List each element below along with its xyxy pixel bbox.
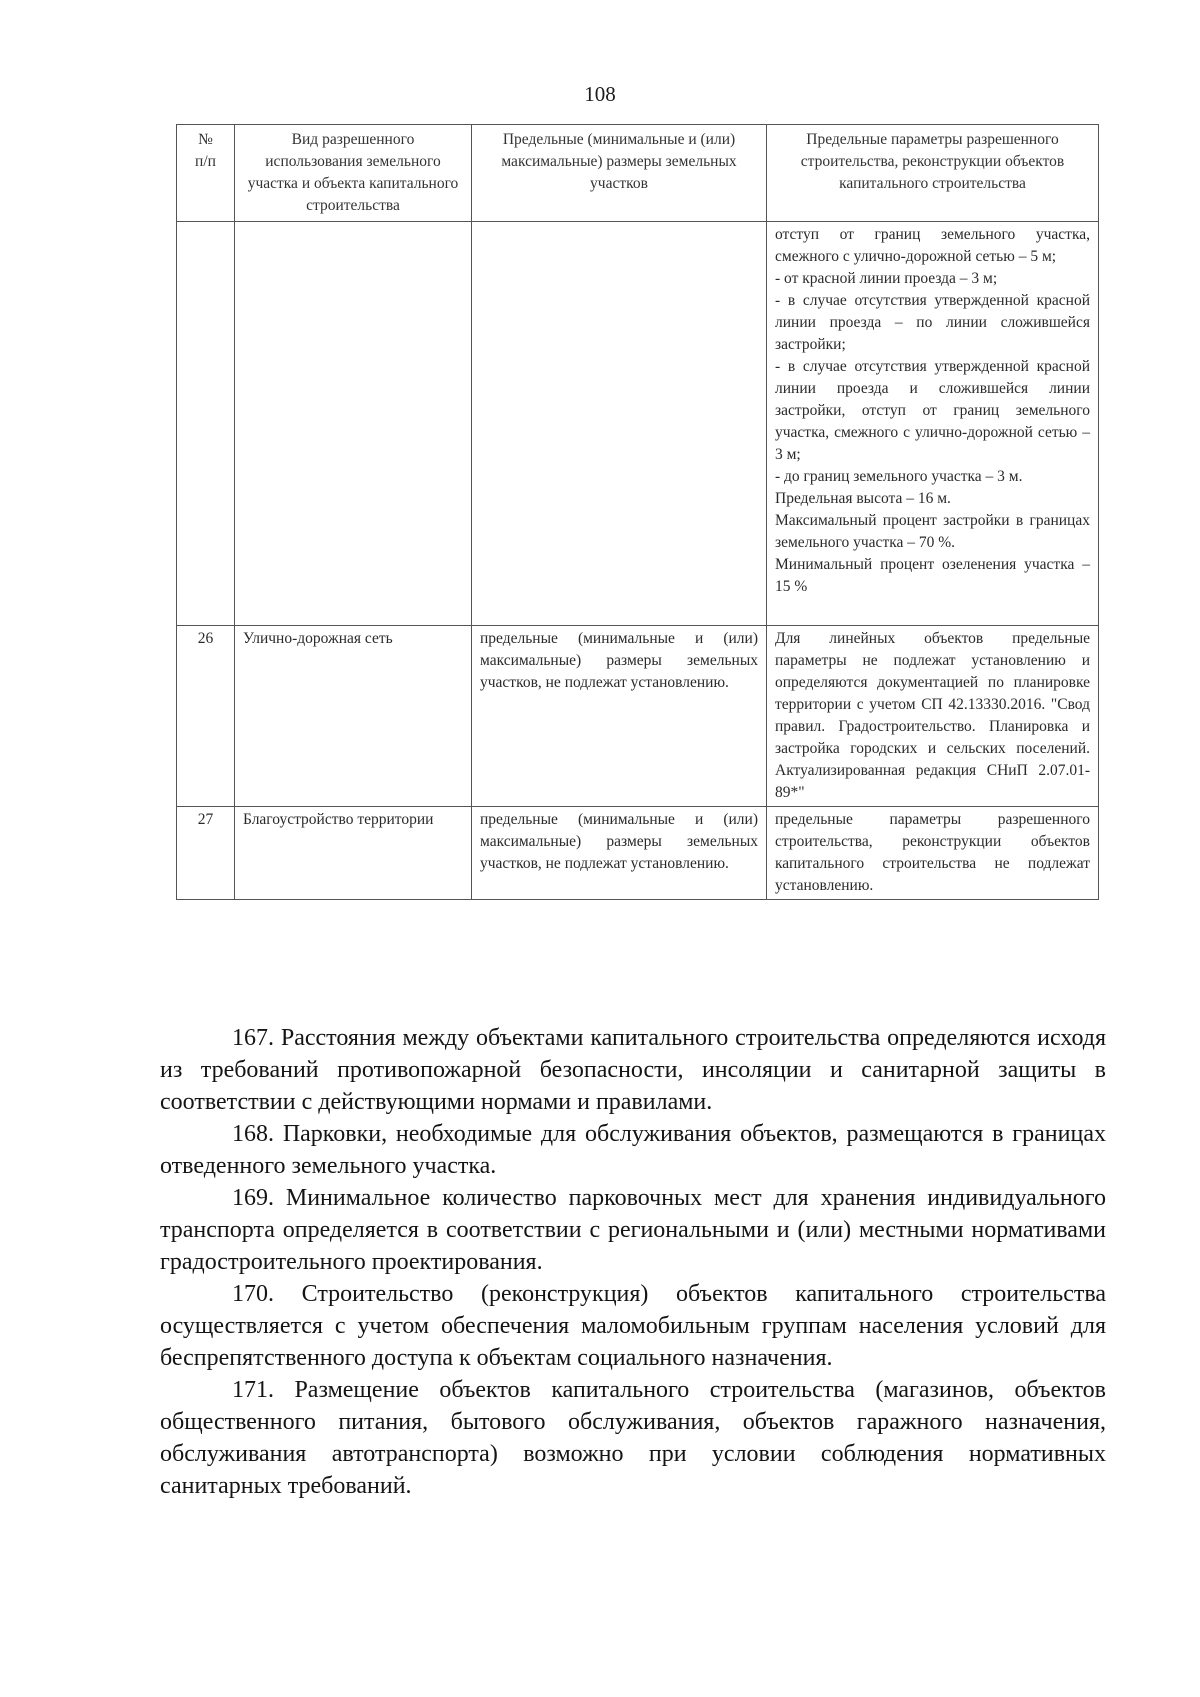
row-number: 26 [177, 626, 235, 807]
row-number [177, 222, 235, 626]
param-line: Предельная высота – 16 м. [775, 490, 951, 507]
param-line: Максимальный процент застройки в границах земельного участка – 70 %. [775, 512, 1090, 551]
page-number: 108 [584, 82, 616, 106]
paragraph-168: 168. Парковки, необходимые для обслуживания объектов, размещаются в границах отведенного земельного участка. [160, 1121, 1106, 1179]
table-header-row [177, 125, 1099, 222]
table-row [177, 222, 1099, 626]
header-plot-sizes: Предельные (минимальные и (или) максимальные) размеры земельных участков [472, 125, 767, 222]
row-use-type [235, 222, 472, 626]
paragraph-167: 167. Расстояния между объектами капитального строительства определяются исходя из требований противопожарной безопасности, инсоляции и санитарной защиты в соответствии с действующими нормами и правилами. [160, 1025, 1106, 1115]
param-line: - до границ земельного участка – 3 м. [775, 468, 1023, 485]
document-body [160, 1022, 1106, 1502]
param-line: отступ от границ земельного участка, смежного с улично-дорожной сетью – 5 м; [775, 226, 1090, 265]
header-use-type: Вид разрешенного использования земельного участка и объекта капитального строительства [235, 125, 472, 222]
row-construction-params [767, 626, 1099, 807]
param-line: - от красной линии проезда – 3 м; [775, 270, 998, 287]
param-line: - в случае отсутствия утвержденной красной линии проезда – по линии сложившейся застройки; [775, 292, 1090, 353]
param-line: Минимальный процент озеленения участка – 15 % [775, 556, 1090, 595]
row-use-type: Благоустройство территории [235, 807, 472, 900]
paragraph-170: 170. Строительство (реконструкция) объектов капитального строительства осуществляется с учетом обеспечения маломобильным группам населения условий для беспрепятственного доступа к объектам социального назначения. [160, 1281, 1106, 1371]
param-line: Для линейных объектов предельные параметры не подлежат установлению и определяются документацией по планировке территории с учетом СП 42.13330.2016. "Свод правил. Градостроительство. Планировка и застройка городских и сельских поселений. Актуализированная редакция СНиП 2.07.01-89*" [775, 630, 1090, 801]
row-plot-sizes [472, 222, 767, 626]
row-use-type: Улично-дорожная сеть [235, 626, 472, 807]
row-plot-sizes: предельные (минимальные и (или) максимальные) размеры земельных участков, не подлежат установлению. [472, 626, 767, 807]
paragraph-169: 169. Минимальное количество парковочных мест для хранения индивидуального транспорта определяется в соответствии с региональными и (или) местными нормативами градостроительного проектирования. [160, 1185, 1106, 1275]
parameters-table [176, 124, 1099, 900]
header-number: № п/п [177, 125, 235, 222]
row-number: 27 [177, 807, 235, 900]
param-line: предельные параметры разрешенного строительства, реконструкции объектов капитального строительства не подлежат установлению. [775, 811, 1090, 894]
table-row [177, 626, 1099, 807]
paragraph-171: 171. Размещение объектов капитального строительства (магазинов, объектов общественного питания, бытового обслуживания, объектов гаражного назначения, обслуживания автотранспорта) возможно при условии соблюдения нормативных санитарных требований. [160, 1377, 1106, 1499]
row-plot-sizes: предельные (минимальные и (или) максимальные) размеры земельных участков, не подлежат установлению. [472, 807, 767, 900]
table-row [177, 807, 1099, 900]
header-construction-params: Предельные параметры разрешенного строительства, реконструкции объектов капитального строительства [767, 125, 1099, 222]
row-construction-params [767, 807, 1099, 900]
param-line: - в случае отсутствия утвержденной красной линии проезда и сложившейся линии застройки, отступ от границ земельного участка, смежного с улично-дорожной сетью – 3 м; [775, 358, 1090, 463]
row-construction-params [767, 222, 1099, 626]
